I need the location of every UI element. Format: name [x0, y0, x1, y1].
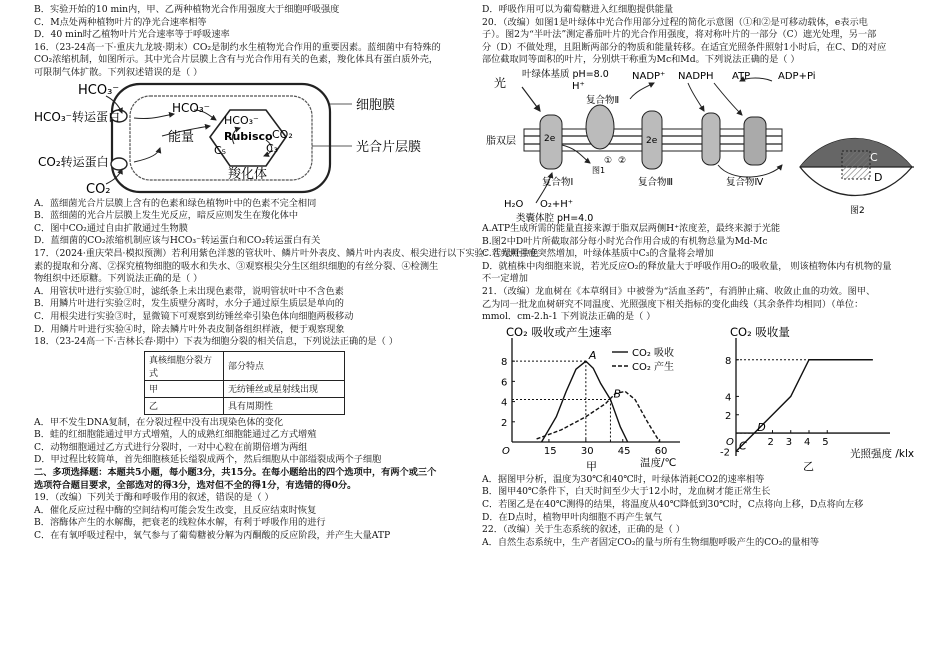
q20-stem-4: 部位截取同等面积的叶片，分别烘干称重为Mc和Md。下列说法正确的是（ ）	[482, 54, 800, 66]
q18-option-b: B．蛙的红细胞能通过甲方式增殖，人的成熟红细胞能通过乙方式增殖	[34, 429, 317, 441]
q19-stem: 19．（改编）下列关于酶和呼吸作用的叙述，错误的是（ ）	[34, 492, 274, 504]
q20-stem-1: 20．（改编）如图1是叶绿体中光合作用部分过程的简化示意图（①和②是可移动载体，e表示电	[482, 16, 868, 28]
y-tick-label: 8	[725, 355, 732, 367]
complex4-label: 复合物Ⅳ	[726, 176, 764, 188]
q16-stem-2: CO₂浓缩机制，如图所示。其中光合片层膜上含有与光合作用有关的色素，羧化体具有蛋白质外壳，	[34, 54, 439, 66]
y-tick-label: 8	[501, 356, 508, 368]
table-cell: 具有周期性	[224, 397, 345, 414]
hco3-carboxysome-label: HCO₃⁻	[224, 113, 259, 127]
y-tick-label: 4	[501, 397, 508, 409]
q20-option-b: B.图2中D叶片所截取部分每小时光合作用合成的有机物总量为Md-Mc	[482, 235, 768, 247]
x-tick-label: 3	[785, 436, 793, 448]
hco3-outside-label: HCO₃⁻	[78, 82, 120, 98]
oxygen-label: O₂+H⁺	[540, 198, 574, 210]
y-tick-label: 2	[725, 410, 732, 422]
point-label: A	[588, 348, 597, 362]
q20-option-c: C.若光照强度突然增加，叶绿体基质中C₃的含量将会增加	[482, 248, 714, 260]
q16-option-c: C．图中CO₂通过自由扩散通过生物膜	[34, 222, 188, 234]
rubisco-label: Rubisco	[224, 129, 273, 143]
q21-option-b: B．图甲40℃条件下，白天时间至少大于12小时，龙血树才能正常生长	[482, 486, 771, 498]
cell-membrane-shape	[112, 84, 330, 192]
q21-option-d: D．在D点时，植物甲叶肉细胞不再产生氧气	[482, 511, 663, 523]
table-row	[145, 397, 345, 414]
carrier1-label: ①	[604, 155, 613, 166]
light-label: 光	[494, 75, 507, 90]
q15-option-b: B．实验开始的10 min内，甲、乙两种植物光合作用强度大于细胞呼吸强度	[34, 4, 340, 15]
cyanobacteria-diagram	[34, 80, 474, 198]
table-header-cell: 部分特点	[224, 351, 345, 380]
electron-label-2: 2e	[646, 135, 658, 146]
y-tick-label: 2	[501, 417, 508, 429]
section2-heading-1: 二、多项选择题：本题共5小题，每小题3分，共15分。在每小题给出的四个选项中，有两个或三个	[34, 467, 437, 479]
q19-option-d: D．呼吸作用可以为葡萄糖进入红细胞提供能量	[482, 4, 674, 15]
q20-stem-3: 分（D）不做处理，且阻断两部分的物质和能量转移。在适宜光照条件照射1小时后，在C、D的对应	[482, 41, 887, 53]
q21-charts	[482, 324, 922, 474]
series-line	[542, 361, 628, 442]
carrier2-label: ②	[618, 155, 627, 166]
q19-option-a: A．催化反应过程中酶的空间结构可能会发生改变，且反应结束时恢复	[34, 504, 317, 516]
q22-stem: 22．（改编）关于生态系统的叙述，正确的是（ ）	[482, 524, 685, 536]
adp-label: ADP+Pi	[778, 70, 816, 82]
q21-stem-3: mmol．cm-2.h-1 下列说法正确的是（ ）	[482, 311, 656, 323]
q20-stem-2: 子）。图2为“半叶法”测定番茄叶片的光合作用强度，将对称叶片的一部分（C）遮光处理，另一部	[482, 29, 877, 41]
point-label: D	[757, 420, 766, 434]
q17-option-d: D．用鳞片叶进行实验④时，除去鳞片叶外表皮制备组织样液，便于观察现象	[34, 323, 345, 335]
q17-line-3: 物组织中还原糖。下列说法正确的是（ ）	[34, 273, 203, 285]
table-header-cell: 真核细胞分裂方式	[145, 351, 224, 380]
y-tick-label: 6	[501, 377, 508, 389]
q17-line-1: 17．（2024·重庆荣昌·模拟预测）若利用紫色洋葱的管状叶、鳞片叶外表皮、鳞片叶内表皮、根尖进行以下实验：①绿叶中色	[34, 247, 539, 259]
q18-option-a: A．甲不发生DNA复制，在分裂过程中没有出现染色体的变化	[34, 416, 284, 428]
origin-label: O	[502, 445, 510, 457]
lumen-label: 类囊体腔 pH=4.0	[516, 212, 594, 224]
nadp-label: NADP⁺	[632, 70, 666, 82]
q21-option-c: C．若图乙是在40℃测得的结果，将温度从40℃降低到30℃时，C点将向上移，D点将向左移	[482, 498, 864, 510]
y-tick-label: 4	[725, 392, 732, 404]
leaf-c-label: C	[870, 150, 878, 164]
x-tick-label: 2	[767, 436, 774, 448]
chart-title: CO₂ 吸收或产生速率	[506, 324, 612, 339]
q16-stem-3: 可限制气体扩散。下列叙述错误的是（ ）	[34, 66, 203, 78]
table-cell: 乙	[145, 397, 224, 414]
chloroplast-figures	[482, 67, 922, 223]
x-tick-label: 45	[617, 445, 631, 457]
co2-transporter-label: CO₂转运蛋白	[38, 154, 109, 169]
complex2-label: 复合物Ⅱ	[586, 94, 620, 106]
x-tick-label: 4	[804, 436, 811, 448]
legend-label: CO₂ 产生	[632, 361, 675, 373]
section2-heading-2: 选项符合题目要求，全部选对的得3分，选对但不全的得1分，有选错的得0分。	[34, 479, 357, 491]
x-tick-label: 60	[654, 445, 668, 457]
energy-label: 能量	[168, 129, 195, 145]
x-axis-label: 温度/℃	[640, 456, 677, 469]
hco3-transporter-label: HCO₃⁻转运蛋白	[34, 109, 120, 124]
co2-carboxysome-label: CO₂	[272, 127, 293, 141]
carboxysome-label: 羧化体	[228, 166, 268, 182]
y-tick-label: -2	[720, 447, 730, 459]
origin-label: O	[726, 436, 734, 448]
co2-outside-label: CO₂	[86, 181, 111, 197]
q19-option-b: B．溶酶体产生的水解酶，把衰老的线粒体水解，有利于呼吸作用的进行	[34, 517, 326, 529]
q16-option-a: A．蓝细菌光合片层膜上含有的色素和绿色植物叶中的色素不完全相同	[34, 197, 317, 209]
cell-membrane-label: 细胞膜	[356, 97, 396, 113]
atp-label: ATP	[732, 70, 751, 82]
q21-stem-1: 21．（改编）龙血树在《本草纲目》中被誉为“活血圣药”，有消肿止痛、收敛止血的功效。图甲、	[482, 285, 876, 297]
q19-option-c: C．在有氧呼吸过程中，氧气参与了葡萄糖被分解为丙酮酸的反应阶段，并产生大量ATP	[34, 530, 391, 542]
chart-name: 甲	[586, 459, 597, 473]
legend-label: CO₂ 吸收	[632, 347, 675, 359]
hco3-cytoplasm-label: HCO₃⁻	[172, 100, 210, 115]
sample-region	[842, 151, 870, 179]
water-label: H₂O	[504, 198, 524, 210]
atp-synthase-shape	[744, 117, 766, 165]
table-cell: 无纺锤丝或星射线出现	[224, 380, 345, 397]
table-row	[145, 351, 345, 380]
thylakoid-label: 光合片层膜	[356, 139, 422, 155]
complex4-shape	[702, 113, 720, 165]
q17-option-a: A．用管状叶进行实验①时，滤纸条上未出现色素带，说明管状叶中不含色素	[34, 285, 344, 297]
series-line	[537, 391, 660, 442]
q18-option-c: C．动物细胞通过乙方式进行分裂时，一对中心粒在前期倍增为两组	[34, 441, 308, 453]
point-label: C	[739, 439, 747, 453]
c3-label: C₃	[266, 141, 279, 155]
q17-line-2: 素的提取和分离、②探究植物细胞的吸水和失水、③观察根尖分生区组织细胞的有丝分裂、④检测生	[34, 260, 439, 272]
q16-stem-1: 16．（23-24高一下·重庆九龙坡·期末）CO₂是制约水生植物光合作用的重要因素。蓝细菌中有特殊的	[34, 41, 441, 53]
q18-option-d: D．甲过程比较简单，首先细胞核延长缢裂成两个，然后细胞从中部缢裂成两个子细胞	[34, 454, 382, 466]
figure1-caption: 图1	[592, 165, 606, 175]
co2-transporter-shape	[111, 158, 127, 170]
q21-option-a: A．据图甲分析，温度为30℃和40℃时，叶绿体消耗CO2的速率相等	[482, 473, 765, 485]
complex2-shape	[586, 105, 614, 149]
hplus-label: H⁺	[572, 80, 585, 92]
table-cell: 甲	[145, 380, 224, 397]
cell-division-table	[144, 351, 345, 415]
q15-option-d: D．40 min时乙植物叶片光合速率等于呼吸速率	[34, 29, 230, 41]
q22-option-a: A．自然生态系统中，生产者固定CO₂的量与所有生物细胞呼吸产生的CO₂的量相等	[482, 536, 820, 548]
q20-option-a: A.ATP生成所需的能量直接来源于脂双层两侧H⁺浓度差，最终来源于光能	[482, 222, 781, 234]
x-axis-label: 光照强度 /klx	[850, 447, 915, 460]
q21-stem-2: 乙为同一批龙血树研究不同温度、光照强度下相关指标的变化曲线（其余条件均相同）（单位：	[482, 298, 864, 310]
x-tick-label: 5	[822, 436, 829, 448]
right-column	[482, 4, 922, 549]
complex3-label: 复合物Ⅲ	[638, 176, 674, 188]
x-tick-label: 30	[580, 445, 594, 457]
lipid-bilayer-label: 脂双层	[486, 135, 516, 147]
q20-option-d: D．就植株中肉细胞来说，若光反应O₂的释放量大于呼吸作用O₂的吸收量， 则该植物体内有机物的量	[482, 260, 892, 272]
leaf-d-label: D	[874, 170, 883, 184]
chart-name: 乙	[803, 459, 814, 473]
electron-label: 2e	[544, 133, 556, 144]
q18-stem: 18．（23-24高一下·吉林长春·期中）下表为细胞分裂的相关信息，下列说法正确的是（ ）	[34, 336, 398, 348]
chart-title: CO₂ 吸收量	[730, 324, 790, 339]
x-tick-label: 15	[543, 445, 557, 457]
q15-option-c: C．M点处两种植物叶片的净光合速率相等	[34, 16, 207, 28]
q20-option-d-cont: 不一定增加	[482, 273, 528, 285]
figure2-caption: 图2	[850, 205, 865, 216]
q17-option-b: B．用鳞片叶进行实验②时，发生质壁分离时，水分子通过原生质层是单向的	[34, 298, 344, 310]
complex1-label: 复合物Ⅰ	[542, 176, 574, 188]
q17-option-c: C．用根尖进行实验③时，显微镜下可观察到纺锤丝牵引染色体向细胞两极移动	[34, 310, 354, 322]
q16-option-b: B．蓝细菌的光合片层膜上发生光反应，暗反应则发生在羧化体中	[34, 210, 299, 222]
stroma-label: 叶绿体基质 pH=8.0	[522, 68, 609, 80]
nadph-label: NADPH	[678, 70, 714, 82]
c5-label: C₅	[214, 143, 227, 157]
point-label: B	[613, 387, 622, 401]
table-row	[145, 380, 345, 397]
q16-option-d: D．蓝细菌的CO₂浓缩机制应该与HCO₃⁻转运蛋白和CO₂转运蛋白有关	[34, 235, 321, 247]
